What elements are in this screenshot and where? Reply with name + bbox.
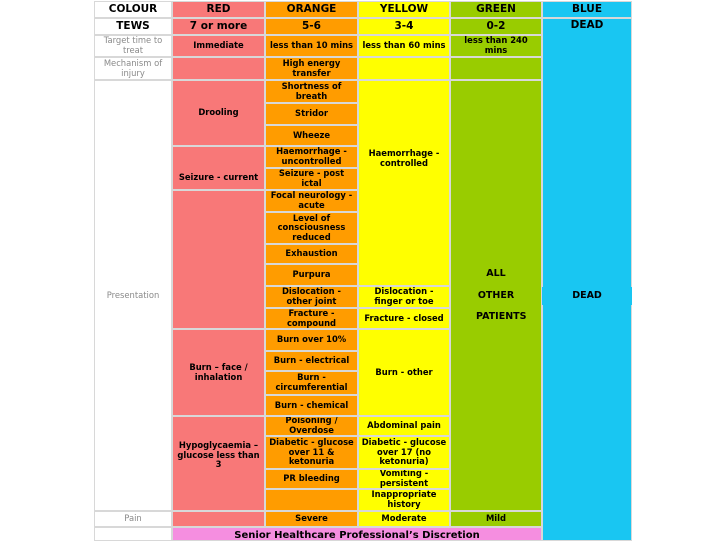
presentation-label: Presentation bbox=[94, 80, 172, 511]
red-item-burn: Burn – face / inhalation bbox=[172, 329, 265, 416]
mechanism-label: Mechanism of injury bbox=[94, 57, 172, 80]
yellow-tews: 3-4 bbox=[358, 18, 450, 35]
orange-item-1: Shortness of breath bbox=[265, 80, 358, 103]
orange-empty bbox=[265, 489, 358, 511]
orange-tews: 5-6 bbox=[265, 18, 358, 35]
red-header: RED bbox=[172, 1, 265, 18]
orange-item-5: Seizure - post ictal bbox=[265, 168, 358, 190]
orange-item-8: Exhaustion bbox=[265, 244, 358, 264]
green-presentation bbox=[450, 80, 542, 511]
orange-item-14: Burn - circumferential bbox=[265, 371, 358, 395]
orange-item-11: Fracture - compound bbox=[265, 308, 358, 329]
target-label: Target time to treat bbox=[94, 35, 172, 57]
pain-orange: Severe bbox=[265, 511, 358, 527]
orange-item-9: Purpura bbox=[265, 264, 358, 286]
orange-item-16: Poisoning / Overdose bbox=[265, 416, 358, 436]
orange-item-13: Burn - electrical bbox=[265, 351, 358, 371]
green-all-other-patients: ALL OTHER PATIENTS bbox=[476, 267, 527, 323]
yellow-item-8: Inappropriate history bbox=[358, 489, 450, 511]
colour-label: COLOUR bbox=[94, 1, 172, 18]
orange-item-7: Level of consciousness reduced bbox=[265, 212, 358, 244]
pain-yellow: Moderate bbox=[358, 511, 450, 527]
target-green: less than 240 mins bbox=[450, 35, 542, 57]
footer-discretion: Senior Healthcare Professional’s Discretion bbox=[172, 527, 542, 541]
red-empty-1 bbox=[172, 190, 265, 329]
pain-label: Pain bbox=[94, 511, 172, 527]
target-red: Immediate bbox=[172, 35, 265, 57]
yellow-header: YELLOW bbox=[358, 1, 450, 18]
yellow-item-1: Haemorrhage - controlled bbox=[358, 80, 450, 286]
red-item-seizure: Seizure - current bbox=[172, 146, 265, 190]
orange-item-10: Dislocation - other joint bbox=[265, 286, 358, 308]
tews-label: TEWS bbox=[94, 18, 172, 35]
yellow-item-2: Dislocation - finger or toe bbox=[358, 286, 450, 308]
yellow-item-6: Diabetic - glucose over 17 (no ketonuria) bbox=[358, 436, 450, 469]
red-tews: 7 or more bbox=[172, 18, 265, 35]
pain-red bbox=[172, 511, 265, 527]
mechanism-yellow bbox=[358, 57, 450, 80]
blue-header: BLUE bbox=[542, 1, 632, 18]
yellow-item-7: Vomiting - persistent bbox=[358, 469, 450, 489]
yellow-item-4: Burn - other bbox=[358, 329, 450, 416]
mechanism-red bbox=[172, 57, 265, 80]
green-header: GREEN bbox=[450, 1, 542, 18]
mechanism-green bbox=[450, 57, 542, 80]
orange-header: ORANGE bbox=[265, 1, 358, 18]
orange-item-15: Burn - chemical bbox=[265, 395, 358, 416]
yellow-item-5: Abdominal pain bbox=[358, 416, 450, 436]
footer-left-blank bbox=[94, 527, 172, 541]
mechanism-orange: High energy transfer bbox=[265, 57, 358, 80]
red-item-drooling: Drooling bbox=[172, 80, 265, 146]
orange-item-3: Wheeze bbox=[265, 125, 358, 146]
orange-item-4: Haemorrhage - uncontrolled bbox=[265, 146, 358, 168]
orange-item-18: PR bleeding bbox=[265, 469, 358, 489]
orange-item-2: Stridor bbox=[265, 103, 358, 125]
blue-tews: DEAD bbox=[570, 19, 604, 31]
target-orange: less than 10 mins bbox=[265, 35, 358, 57]
triage-table bbox=[94, 1, 632, 541]
target-yellow: less than 60 mins bbox=[358, 35, 450, 57]
green-tews: 0-2 bbox=[450, 18, 542, 35]
orange-item-17: Diabetic - glucose over 11 & ketonuria bbox=[265, 436, 358, 469]
pain-green: Mild bbox=[450, 511, 542, 527]
orange-item-6: Focal neurology - acute bbox=[265, 190, 358, 212]
orange-item-12: Burn over 10% bbox=[265, 329, 358, 351]
red-item-hypoglycaemia: Hypoglycaemia – glucose less than 3 bbox=[172, 416, 265, 511]
blue-column bbox=[542, 18, 632, 541]
blue-presentation: DEAD bbox=[542, 287, 632, 305]
yellow-item-3: Fracture - closed bbox=[358, 308, 450, 329]
